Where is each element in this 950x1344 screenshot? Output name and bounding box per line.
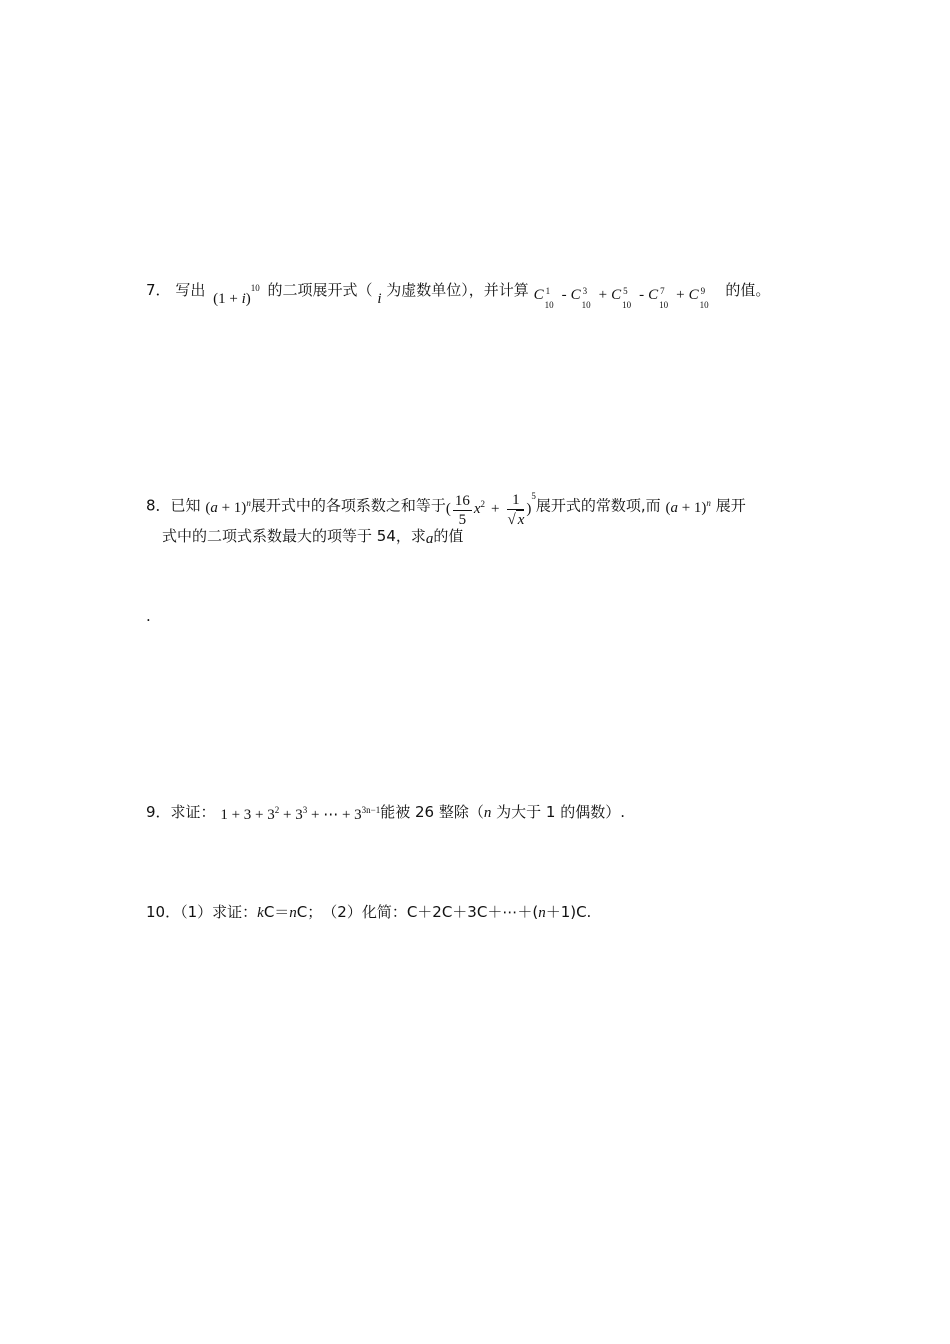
- combination-superscript: 3: [582, 286, 588, 296]
- q8-plus: +: [491, 501, 500, 518]
- combination-operator: +: [676, 287, 685, 303]
- question-number: 7．: [146, 281, 171, 299]
- q10-n-variable: n: [289, 905, 297, 921]
- q8-paren-open-2: (: [665, 500, 671, 517]
- q8-expr1-exponent: n: [246, 498, 251, 509]
- combination-term: [648, 285, 670, 310]
- combination-subscript: 10: [581, 300, 591, 310]
- q8-expr1-rest: + 1): [217, 500, 247, 517]
- q7-text-b: 的二项展开式（: [267, 281, 373, 299]
- combination-subscript: 10: [622, 300, 632, 310]
- q8-fraction-1-sqrt-x: [507, 491, 524, 529]
- q10-text-a: （1）求证：: [180, 903, 258, 921]
- q8-a-variable-2: a: [670, 500, 678, 517]
- question-9: [146, 802, 625, 823]
- q9-exponent-last: 3n−1: [361, 805, 381, 815]
- q8-big-exponent: 5: [531, 491, 536, 502]
- combination-operator: +: [598, 287, 608, 303]
- combination-term: [533, 285, 556, 310]
- q8-expression-2: [445, 491, 536, 528]
- combination-subscript: 10: [699, 300, 709, 310]
- q8-text-e: 的值: [433, 527, 464, 545]
- q7-expr-close: ): [245, 291, 251, 307]
- q7-i-variable: i: [377, 291, 382, 307]
- sqrt-symbol: √: [507, 512, 516, 528]
- q7-expression: [213, 283, 260, 307]
- q9-text-b: 能被 26 整除（: [380, 803, 484, 821]
- q9-exponent-3: 3: [302, 805, 308, 815]
- q8-expression-3: [665, 500, 710, 516]
- q8-a-variable: a: [210, 500, 218, 517]
- q9-dots: + ⋯ + 3: [307, 807, 362, 823]
- q7-text-a: 写出: [175, 281, 206, 299]
- combination-term: [688, 285, 711, 310]
- q9-n-variable: n: [483, 805, 492, 821]
- question-number: 10．: [146, 903, 181, 921]
- combination-letter: C: [570, 287, 581, 303]
- q10-k-variable: k: [257, 905, 264, 921]
- fraction-numerator: 16: [454, 492, 470, 509]
- question-number: 9．: [146, 803, 171, 821]
- combination-subscript: 10: [659, 300, 669, 310]
- q8-line2-text: 式中的二项式系数最大的项等于 54，求: [162, 527, 426, 545]
- question-7: [146, 280, 771, 310]
- q7-expr-base: (1 +: [213, 291, 242, 307]
- q7-expr-exponent: 10: [250, 283, 260, 293]
- q8-text-d: 展开: [715, 496, 746, 515]
- combination-term: [570, 285, 593, 310]
- q8-fraction-16-5: [453, 492, 472, 529]
- combination-superscript: 1: [545, 286, 551, 296]
- combination-letter: C: [648, 287, 659, 303]
- combination-operator: -: [639, 287, 645, 303]
- q8-x-variable: x: [473, 501, 481, 518]
- question-10: [146, 902, 591, 923]
- q10-text-d: ＋1)C.: [545, 903, 592, 921]
- q7-combination-sum: [533, 285, 713, 310]
- question-number: 8．: [146, 496, 171, 515]
- q7-expr-i: i: [241, 291, 246, 307]
- q8-big-paren-open: (: [445, 501, 451, 518]
- q7-text-c: 为虚数单位），并计算: [386, 281, 529, 299]
- q8-a-variable-3: a: [425, 531, 434, 547]
- sqrt-radicand: x: [517, 512, 525, 528]
- combination-operator: -: [561, 287, 567, 303]
- q10-text-b: C＝: [263, 903, 290, 921]
- combination-superscript: 7: [660, 286, 665, 296]
- q9-expression: [220, 807, 380, 823]
- q9-exponent-2: 2: [274, 805, 280, 815]
- q10-n-variable-2: n: [538, 905, 546, 921]
- q8-expression-1: [205, 500, 250, 516]
- combination-letter: C: [611, 287, 622, 303]
- q9-text-a: 求证：: [170, 803, 216, 821]
- q9-text-c: 为大于 1 的偶数）.: [491, 803, 625, 821]
- q8-text-b: 展开式中的各项系数之和等于: [250, 496, 446, 515]
- q8-text-a: 已知: [170, 496, 201, 515]
- fraction-denominator: [507, 510, 524, 529]
- question-8: [146, 488, 746, 526]
- q7-text-d: 的值。: [725, 281, 771, 299]
- q8-expr3-rest: + 1): [677, 500, 707, 517]
- combination-letter: C: [533, 287, 544, 303]
- combination-term: [611, 285, 633, 310]
- q8-big-paren-close: ): [526, 501, 532, 518]
- q8-text-c: 展开式的常数项,而: [535, 496, 661, 515]
- combination-superscript: 5: [623, 286, 628, 296]
- fraction-numerator: 1: [507, 491, 524, 510]
- q10-text-c: C； （2）化简：C＋2C＋3C＋⋯＋(: [296, 903, 539, 921]
- q8-expr3-exponent: n: [706, 498, 711, 509]
- q8-dot: .: [146, 607, 151, 625]
- q8-paren-open: (: [205, 500, 211, 517]
- q9-plus-3: + 3: [279, 807, 303, 823]
- question-8-line-2: [162, 526, 463, 547]
- fraction-denominator: 5: [458, 511, 467, 528]
- q8-x-exponent: 2: [480, 499, 485, 510]
- q9-expr-main: 1 + 3 + 3: [220, 807, 275, 823]
- combination-subscript: 10: [544, 300, 554, 310]
- combination-superscript: 9: [700, 286, 706, 296]
- q8-trailing-dot: [146, 606, 151, 626]
- combination-letter: C: [688, 287, 699, 303]
